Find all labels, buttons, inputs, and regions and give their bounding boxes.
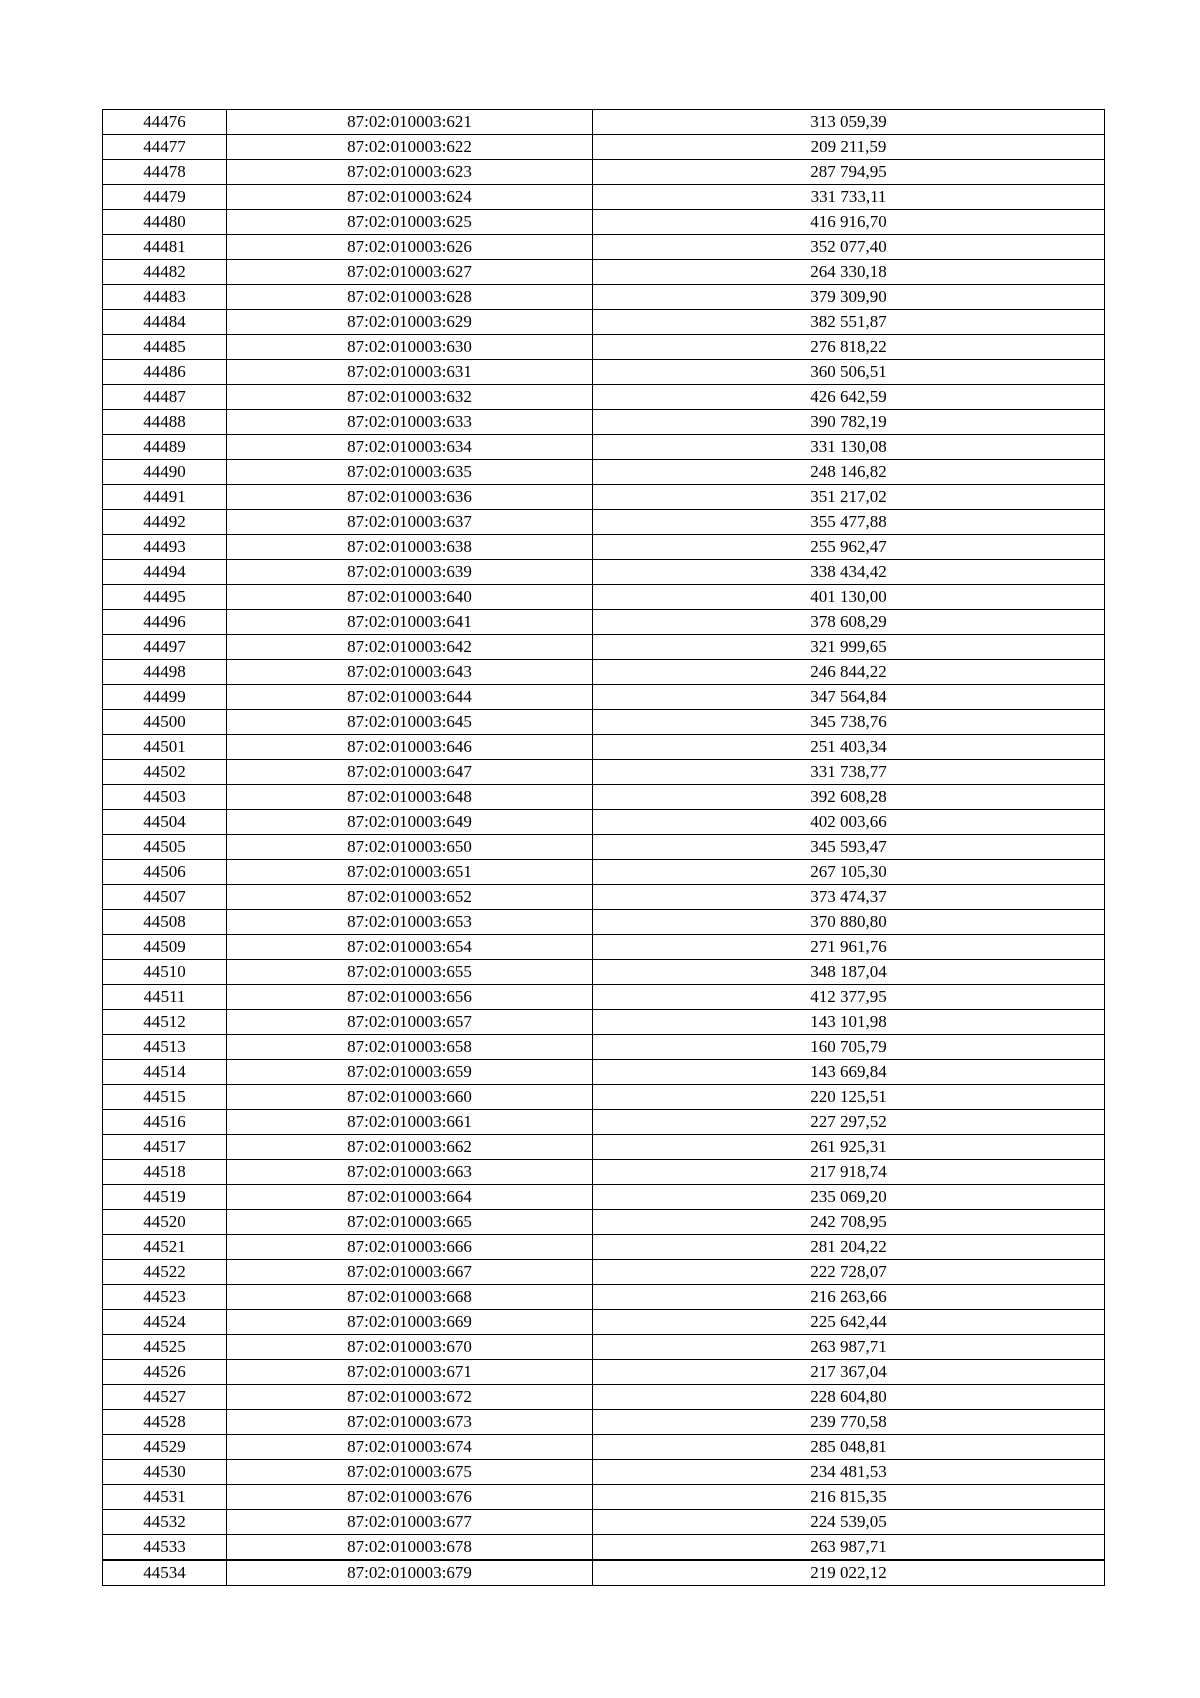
cadastral-number-cell: 87:02:010003:668 (227, 1285, 593, 1310)
cadastral-number-cell: 87:02:010003:636 (227, 485, 593, 510)
row-number-cell: 44502 (103, 760, 227, 785)
cadastral-number-cell: 87:02:010003:655 (227, 960, 593, 985)
cadastral-number-cell: 87:02:010003:628 (227, 285, 593, 310)
cadastral-number-cell: 87:02:010003:644 (227, 685, 593, 710)
cadastral-number-cell: 87:02:010003:625 (227, 210, 593, 235)
table-row (103, 1385, 1105, 1410)
cadastral-number-cell: 87:02:010003:660 (227, 1085, 593, 1110)
row-number-cell: 44506 (103, 860, 227, 885)
cadastral-number-cell: 87:02:010003:638 (227, 535, 593, 560)
table-row (103, 535, 1105, 560)
row-number-cell: 44508 (103, 910, 227, 935)
table-row (103, 760, 1105, 785)
cadastral-number-cell: 87:02:010003:664 (227, 1185, 593, 1210)
cadastral-value-table (102, 109, 1105, 1586)
row-number-cell: 44503 (103, 785, 227, 810)
table-row (103, 785, 1105, 810)
cadastral-number-cell: 87:02:010003:670 (227, 1335, 593, 1360)
cadastral-value-cell: 382 551,87 (593, 310, 1105, 335)
table-row (103, 560, 1105, 585)
cadastral-number-cell: 87:02:010003:666 (227, 1235, 593, 1260)
table-row (103, 685, 1105, 710)
table-row (103, 1410, 1105, 1435)
row-number-cell: 44521 (103, 1235, 227, 1260)
row-number-cell: 44480 (103, 210, 227, 235)
cadastral-value-cell: 276 818,22 (593, 335, 1105, 360)
cadastral-value-cell: 234 481,53 (593, 1460, 1105, 1485)
cadastral-value-cell: 360 506,51 (593, 360, 1105, 385)
cadastral-value-cell: 246 844,22 (593, 660, 1105, 685)
cadastral-number-cell: 87:02:010003:635 (227, 460, 593, 485)
cadastral-number-cell: 87:02:010003:662 (227, 1135, 593, 1160)
table-row (103, 485, 1105, 510)
row-number-cell: 44515 (103, 1085, 227, 1110)
table-row (103, 1060, 1105, 1085)
table-row (103, 1235, 1105, 1260)
cadastral-value-cell: 143 101,98 (593, 1010, 1105, 1035)
cadastral-number-cell: 87:02:010003:642 (227, 635, 593, 660)
cadastral-value-cell: 402 003,66 (593, 810, 1105, 835)
cadastral-value-cell: 251 403,34 (593, 735, 1105, 760)
row-number-cell: 44500 (103, 710, 227, 735)
row-number-cell: 44522 (103, 1260, 227, 1285)
row-number-cell: 44479 (103, 185, 227, 210)
table-row (103, 260, 1105, 285)
cadastral-value-cell: 352 077,40 (593, 235, 1105, 260)
table-row (103, 1460, 1105, 1485)
cadastral-value-cell: 222 728,07 (593, 1260, 1105, 1285)
cadastral-value-cell: 412 377,95 (593, 985, 1105, 1010)
table-row (103, 1535, 1105, 1561)
cadastral-number-cell: 87:02:010003:654 (227, 935, 593, 960)
table-row (103, 1185, 1105, 1210)
row-number-cell: 44517 (103, 1135, 227, 1160)
row-number-cell: 44496 (103, 610, 227, 635)
row-number-cell: 44492 (103, 510, 227, 535)
cadastral-number-cell: 87:02:010003:632 (227, 385, 593, 410)
row-number-cell: 44501 (103, 735, 227, 760)
table-row (103, 1560, 1105, 1586)
cadastral-value-cell: 261 925,31 (593, 1135, 1105, 1160)
cadastral-value-cell: 416 916,70 (593, 210, 1105, 235)
cadastral-number-cell: 87:02:010003:675 (227, 1460, 593, 1485)
cadastral-number-cell: 87:02:010003:646 (227, 735, 593, 760)
row-number-cell: 44487 (103, 385, 227, 410)
table-row (103, 935, 1105, 960)
table-row (103, 1260, 1105, 1285)
table-body (103, 110, 1105, 1586)
cadastral-value-cell: 264 330,18 (593, 260, 1105, 285)
row-number-cell: 44484 (103, 310, 227, 335)
cadastral-number-cell: 87:02:010003:645 (227, 710, 593, 735)
row-number-cell: 44499 (103, 685, 227, 710)
cadastral-value-cell: 227 297,52 (593, 1110, 1105, 1135)
cadastral-value-cell: 224 539,05 (593, 1510, 1105, 1535)
cadastral-value-cell: 355 477,88 (593, 510, 1105, 535)
row-number-cell: 44509 (103, 935, 227, 960)
table-row (103, 235, 1105, 260)
table-row (103, 910, 1105, 935)
cadastral-number-cell: 87:02:010003:677 (227, 1510, 593, 1535)
cadastral-number-cell: 87:02:010003:679 (227, 1560, 593, 1586)
cadastral-number-cell: 87:02:010003:629 (227, 310, 593, 335)
row-number-cell: 44498 (103, 660, 227, 685)
row-number-cell: 44513 (103, 1035, 227, 1060)
table-row (103, 1110, 1105, 1135)
table-row (103, 960, 1105, 985)
cadastral-value-cell: 160 705,79 (593, 1035, 1105, 1060)
table-row (103, 360, 1105, 385)
table-row (103, 460, 1105, 485)
row-number-cell: 44530 (103, 1460, 227, 1485)
cadastral-number-cell: 87:02:010003:647 (227, 760, 593, 785)
cadastral-number-cell: 87:02:010003:665 (227, 1210, 593, 1235)
table-row (103, 335, 1105, 360)
row-number-cell: 44491 (103, 485, 227, 510)
cadastral-value-cell: 379 309,90 (593, 285, 1105, 310)
cadastral-number-cell: 87:02:010003:667 (227, 1260, 593, 1285)
row-number-cell: 44482 (103, 260, 227, 285)
cadastral-number-cell: 87:02:010003:648 (227, 785, 593, 810)
cadastral-value-cell: 220 125,51 (593, 1085, 1105, 1110)
cadastral-number-cell: 87:02:010003:633 (227, 410, 593, 435)
cadastral-number-cell: 87:02:010003:641 (227, 610, 593, 635)
cadastral-number-cell: 87:02:010003:634 (227, 435, 593, 460)
cadastral-value-cell: 401 130,00 (593, 585, 1105, 610)
cadastral-value-cell: 390 782,19 (593, 410, 1105, 435)
row-number-cell: 44523 (103, 1285, 227, 1310)
cadastral-number-cell: 87:02:010003:674 (227, 1435, 593, 1460)
cadastral-number-cell: 87:02:010003:639 (227, 560, 593, 585)
table-row (103, 385, 1105, 410)
cadastral-number-cell: 87:02:010003:640 (227, 585, 593, 610)
row-number-cell: 44478 (103, 160, 227, 185)
table-row (103, 435, 1105, 460)
cadastral-number-cell: 87:02:010003:627 (227, 260, 593, 285)
row-number-cell: 44493 (103, 535, 227, 560)
cadastral-value-cell: 239 770,58 (593, 1410, 1105, 1435)
table-row (103, 835, 1105, 860)
cadastral-value-cell: 348 187,04 (593, 960, 1105, 985)
cadastral-number-cell: 87:02:010003:622 (227, 135, 593, 160)
row-number-cell: 44494 (103, 560, 227, 585)
cadastral-value-cell: 217 918,74 (593, 1160, 1105, 1185)
table-row (103, 1335, 1105, 1360)
cadastral-value-cell: 263 987,71 (593, 1335, 1105, 1360)
row-number-cell: 44529 (103, 1435, 227, 1460)
cadastral-number-cell: 87:02:010003:650 (227, 835, 593, 860)
cadastral-number-cell: 87:02:010003:631 (227, 360, 593, 385)
cadastral-number-cell: 87:02:010003:649 (227, 810, 593, 835)
row-number-cell: 44526 (103, 1360, 227, 1385)
cadastral-number-cell: 87:02:010003:624 (227, 185, 593, 210)
table-row (103, 1135, 1105, 1160)
cadastral-value-cell: 331 738,77 (593, 760, 1105, 785)
table-row (103, 1310, 1105, 1335)
cadastral-value-cell: 216 263,66 (593, 1285, 1105, 1310)
row-number-cell: 44511 (103, 985, 227, 1010)
cadastral-value-cell: 287 794,95 (593, 160, 1105, 185)
row-number-cell: 44488 (103, 410, 227, 435)
row-number-cell: 44505 (103, 835, 227, 860)
cadastral-number-cell: 87:02:010003:673 (227, 1410, 593, 1435)
cadastral-value-cell: 370 880,80 (593, 910, 1105, 935)
cadastral-value-cell: 242 708,95 (593, 1210, 1105, 1235)
table-row (103, 985, 1105, 1010)
row-number-cell: 44489 (103, 435, 227, 460)
cadastral-number-cell: 87:02:010003:659 (227, 1060, 593, 1085)
row-number-cell: 44534 (103, 1560, 227, 1586)
cadastral-value-cell: 392 608,28 (593, 785, 1105, 810)
table-row (103, 185, 1105, 210)
table-row (103, 735, 1105, 760)
cadastral-value-cell: 345 738,76 (593, 710, 1105, 735)
cadastral-value-cell: 378 608,29 (593, 610, 1105, 635)
table-row (103, 810, 1105, 835)
row-number-cell: 44495 (103, 585, 227, 610)
cadastral-number-cell: 87:02:010003:656 (227, 985, 593, 1010)
cadastral-number-cell: 87:02:010003:672 (227, 1385, 593, 1410)
row-number-cell: 44476 (103, 110, 227, 135)
table-row (103, 1160, 1105, 1185)
table-row (103, 135, 1105, 160)
row-number-cell: 44524 (103, 1310, 227, 1335)
table-row (103, 310, 1105, 335)
cadastral-number-cell: 87:02:010003:630 (227, 335, 593, 360)
row-number-cell: 44504 (103, 810, 227, 835)
cadastral-value-cell: 255 962,47 (593, 535, 1105, 560)
row-number-cell: 44518 (103, 1160, 227, 1185)
table-row (103, 1285, 1105, 1310)
cadastral-number-cell: 87:02:010003:658 (227, 1035, 593, 1060)
cadastral-value-cell: 313 059,39 (593, 110, 1105, 135)
cadastral-number-cell: 87:02:010003:643 (227, 660, 593, 685)
cadastral-value-cell: 209 211,59 (593, 135, 1105, 160)
cadastral-value-cell: 217 367,04 (593, 1360, 1105, 1385)
table-row (103, 1035, 1105, 1060)
cadastral-number-cell: 87:02:010003:678 (227, 1535, 593, 1561)
row-number-cell: 44477 (103, 135, 227, 160)
table-row (103, 285, 1105, 310)
table-row (103, 1010, 1105, 1035)
table-row (103, 610, 1105, 635)
row-number-cell: 44512 (103, 1010, 227, 1035)
table-row (103, 510, 1105, 535)
table-row (103, 1360, 1105, 1385)
table-row (103, 210, 1105, 235)
row-number-cell: 44514 (103, 1060, 227, 1085)
cadastral-number-cell: 87:02:010003:626 (227, 235, 593, 260)
table-row (103, 1485, 1105, 1510)
cadastral-value-cell: 271 961,76 (593, 935, 1105, 960)
cadastral-value-cell: 225 642,44 (593, 1310, 1105, 1335)
row-number-cell: 44490 (103, 460, 227, 485)
cadastral-number-cell: 87:02:010003:623 (227, 160, 593, 185)
row-number-cell: 44510 (103, 960, 227, 985)
cadastral-value-cell: 219 022,12 (593, 1560, 1105, 1586)
cadastral-number-cell: 87:02:010003:661 (227, 1110, 593, 1135)
row-number-cell: 44533 (103, 1535, 227, 1561)
row-number-cell: 44531 (103, 1485, 227, 1510)
cadastral-number-cell: 87:02:010003:652 (227, 885, 593, 910)
row-number-cell: 44507 (103, 885, 227, 910)
cadastral-number-cell: 87:02:010003:621 (227, 110, 593, 135)
table-row (103, 160, 1105, 185)
cadastral-value-cell: 248 146,82 (593, 460, 1105, 485)
cadastral-number-cell: 87:02:010003:653 (227, 910, 593, 935)
cadastral-value-cell: 321 999,65 (593, 635, 1105, 660)
table-row (103, 1435, 1105, 1460)
row-number-cell: 44519 (103, 1185, 227, 1210)
cadastral-value-cell: 331 733,11 (593, 185, 1105, 210)
cadastral-number-cell: 87:02:010003:671 (227, 1360, 593, 1385)
table-row (103, 885, 1105, 910)
table-row (103, 1085, 1105, 1110)
cadastral-value-cell: 426 642,59 (593, 385, 1105, 410)
cadastral-number-cell: 87:02:010003:657 (227, 1010, 593, 1035)
cadastral-value-cell: 228 604,80 (593, 1385, 1105, 1410)
cadastral-value-cell: 216 815,35 (593, 1485, 1105, 1510)
table-row (103, 660, 1105, 685)
cadastral-value-cell: 281 204,22 (593, 1235, 1105, 1260)
cadastral-value-cell: 347 564,84 (593, 685, 1105, 710)
table-row (103, 860, 1105, 885)
row-number-cell: 44481 (103, 235, 227, 260)
table-row (103, 585, 1105, 610)
row-number-cell: 44497 (103, 635, 227, 660)
cadastral-number-cell: 87:02:010003:669 (227, 1310, 593, 1335)
row-number-cell: 44528 (103, 1410, 227, 1435)
row-number-cell: 44516 (103, 1110, 227, 1135)
table-row (103, 1210, 1105, 1235)
cadastral-value-cell: 267 105,30 (593, 860, 1105, 885)
cadastral-value-cell: 285 048,81 (593, 1435, 1105, 1460)
cadastral-value-cell: 143 669,84 (593, 1060, 1105, 1085)
table-row (103, 1510, 1105, 1535)
row-number-cell: 44532 (103, 1510, 227, 1535)
cadastral-value-cell: 373 474,37 (593, 885, 1105, 910)
row-number-cell: 44520 (103, 1210, 227, 1235)
cadastral-number-cell: 87:02:010003:651 (227, 860, 593, 885)
table-row (103, 635, 1105, 660)
row-number-cell: 44525 (103, 1335, 227, 1360)
cadastral-value-cell: 338 434,42 (593, 560, 1105, 585)
row-number-cell: 44483 (103, 285, 227, 310)
cadastral-value-cell: 263 987,71 (593, 1535, 1105, 1561)
cadastral-number-cell: 87:02:010003:676 (227, 1485, 593, 1510)
cadastral-value-cell: 331 130,08 (593, 435, 1105, 460)
row-number-cell: 44485 (103, 335, 227, 360)
cadastral-number-cell: 87:02:010003:637 (227, 510, 593, 535)
table-row (103, 710, 1105, 735)
cadastral-number-cell: 87:02:010003:663 (227, 1160, 593, 1185)
row-number-cell: 44527 (103, 1385, 227, 1410)
cadastral-value-cell: 235 069,20 (593, 1185, 1105, 1210)
table-row (103, 410, 1105, 435)
cadastral-value-cell: 345 593,47 (593, 835, 1105, 860)
table-row (103, 110, 1105, 135)
cadastral-value-cell: 351 217,02 (593, 485, 1105, 510)
row-number-cell: 44486 (103, 360, 227, 385)
